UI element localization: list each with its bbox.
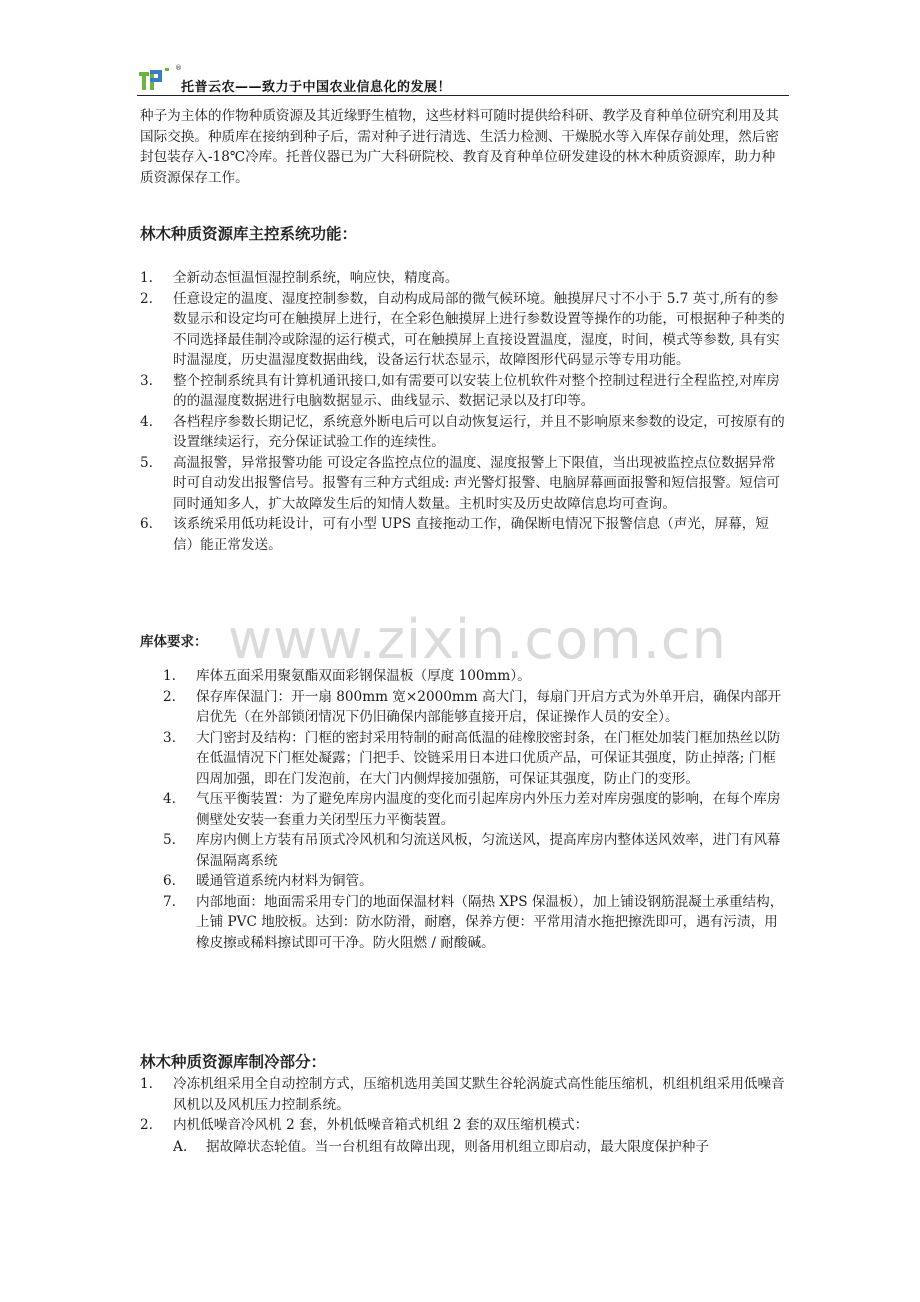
list-item: 4. 各档程序参数长期记忆，系统意外断电后可以自动恢复运行，并且不影响原来参数的设定，可按原有的设置继续运行，充分保证试验工作的连续性。 [140, 413, 785, 450]
section3-sub-list [173, 1137, 763, 1158]
registered-mark: ® [175, 64, 182, 72]
header-divider [137, 95, 789, 96]
list-item: 1. 全新动态恒温恒湿控制系统，响应快，精度高。 [140, 270, 459, 286]
list-item: 3. 整个控制系统具有计算机通讯接口,如有需要可以安装上位机软件对整个控制过程进行全程监控,对库房的的温湿度数据进行电脑数据显示、曲线显示、数据记录以及打印等。 [140, 372, 780, 409]
section1-heading: 林木种质资源库主控系统功能： [140, 225, 358, 243]
intro-paragraph: 种子为主体的作物种质资源及其近缘野生植物，这些材料可随时提供给科研、教学及育种单位研究利用及其国际交换。种质库在接纳到种子后，需对种子进行清选、生活力检测、干燥脱水等入库保存前处理，然后密封包装存入-18℃冷库。托普仪器已为广大科研院校、教育及育种单位研发建设的林木种质资源库，助力种质资源保存工作。 [140, 108, 779, 186]
list-item: A. 据故障状态轮值。当一台机组有故障出现，则备用机组立即启动，最大限度保护种子 [173, 1139, 709, 1155]
section1-list [140, 268, 786, 555]
tp-logo-icon [137, 66, 177, 92]
list-item: 3. 大门密封及结构：门框的密封采用特制的耐高低温的硅橡胶密封条，在门框处加装门框加热丝以防在低温情况下门框处凝露；门把手、饺链采用日本进口优质产品，可保证其强度，防止掉落; 门框四周加强，即在门发泡前，在大门内侧焊接加强筋，可保证其强度，防止门的变形。 [163, 729, 781, 787]
list-item: 5. 高温报警，异常报警功能 可设定各监控点位的温度、湿度报警上下限值，当出现被监控点位数据异常时可自动发出报警信号。报警有三种方式组成: 声光警灯报警、电脑屏幕画面报警和短信报警。短信可同时通知多人，扩大故障发生后的知情人数量。主机时实及历史故障信息均可查询。 [140, 454, 781, 512]
list-item: 2. 任意设定的温度、湿度控制参数，自动构成局部的微气候环境。触摸屏尺寸不小于 5.7 英寸,所有的参数显示和设定均可在触摸屏上进行，在全彩色触摸屏上进行参数设置等操作的功能，可根据种子种类的不同选择最佳制冷或除湿的运行模式，可在触摸屏上直接设置温度，湿度，时间，模式等参数, 具有实时温湿度，历史温湿度数据曲线，设备运行状态显示，故障图形代码显示等专用功能。 [140, 290, 785, 368]
list-item: 7. 内部地面：地面需采用专门的地面保温材料（隔热 XPS 保温板），加上铺设钢筋混凝土承重结构，上铺 PVC 地胶板。达到：防水防滑，耐磨，保养方便：平常用清水拖把擦洗即可，遇有污渍，用橡皮擦或稀料擦试即可干净。防火阻燃 / 耐酸碱。 [163, 893, 784, 951]
list-item: 6. 暖通管道系统内材料为铜管。 [163, 873, 373, 889]
list-item: 6. 该系统采用低功耗设计，可有小型 UPS 直接拖动工作，确保断电情况下报警信息（声光，屏幕，短信）能正常发送。 [140, 516, 769, 553]
list-item: 5. 库房内侧上方装有吊顶式冷风机和匀流送风板，匀流送风，提高库房内整体送风效率，进门有风幕保温隔离系统 [163, 832, 781, 869]
page-header [137, 64, 789, 96]
list-item: 2. 保存库保温门：开一扇 800mm 宽×2000mm 高大门，每扇门开启方式为外单开启，确保内部开启优先（在外部锁闭情况下仍旧确保内部能够直接开启，保证操作人员的安全）。 [163, 688, 782, 725]
list-item: 4. 气压平衡装置：为了避免库房内温度的变化而引起库房内外压力差对库房强度的影响，在每个库房侧壁处安装一套重力关闭型压力平衡装置。 [163, 791, 781, 828]
section3-heading: 林木种质资源库制冷部分： [140, 1053, 327, 1071]
section2-list [163, 666, 785, 953]
section2-heading: 库体要求： [140, 634, 208, 650]
list-item: 2. 内机低噪音冷风机 2 套，外机低噪音箱式机组 2 套的双压缩机模式： [140, 1117, 589, 1133]
list-item: 1. 冷冻机组采用全自动控制方式，压缩机选用美国艾默生谷轮涡旋式高性能压缩机，机组机组采用低噪音风机以及风机压力控制系统。 [140, 1076, 785, 1113]
watermark: www.zixin.com.cn [228, 608, 727, 671]
list-item: 1. 库体五面采用聚氨酯双面彩钢保温板（厚度 100mm）。 [163, 668, 531, 684]
section3-list [140, 1074, 786, 1136]
header-slogan: 托普云农——致力于中国农业信息化的发展！ [181, 80, 452, 95]
